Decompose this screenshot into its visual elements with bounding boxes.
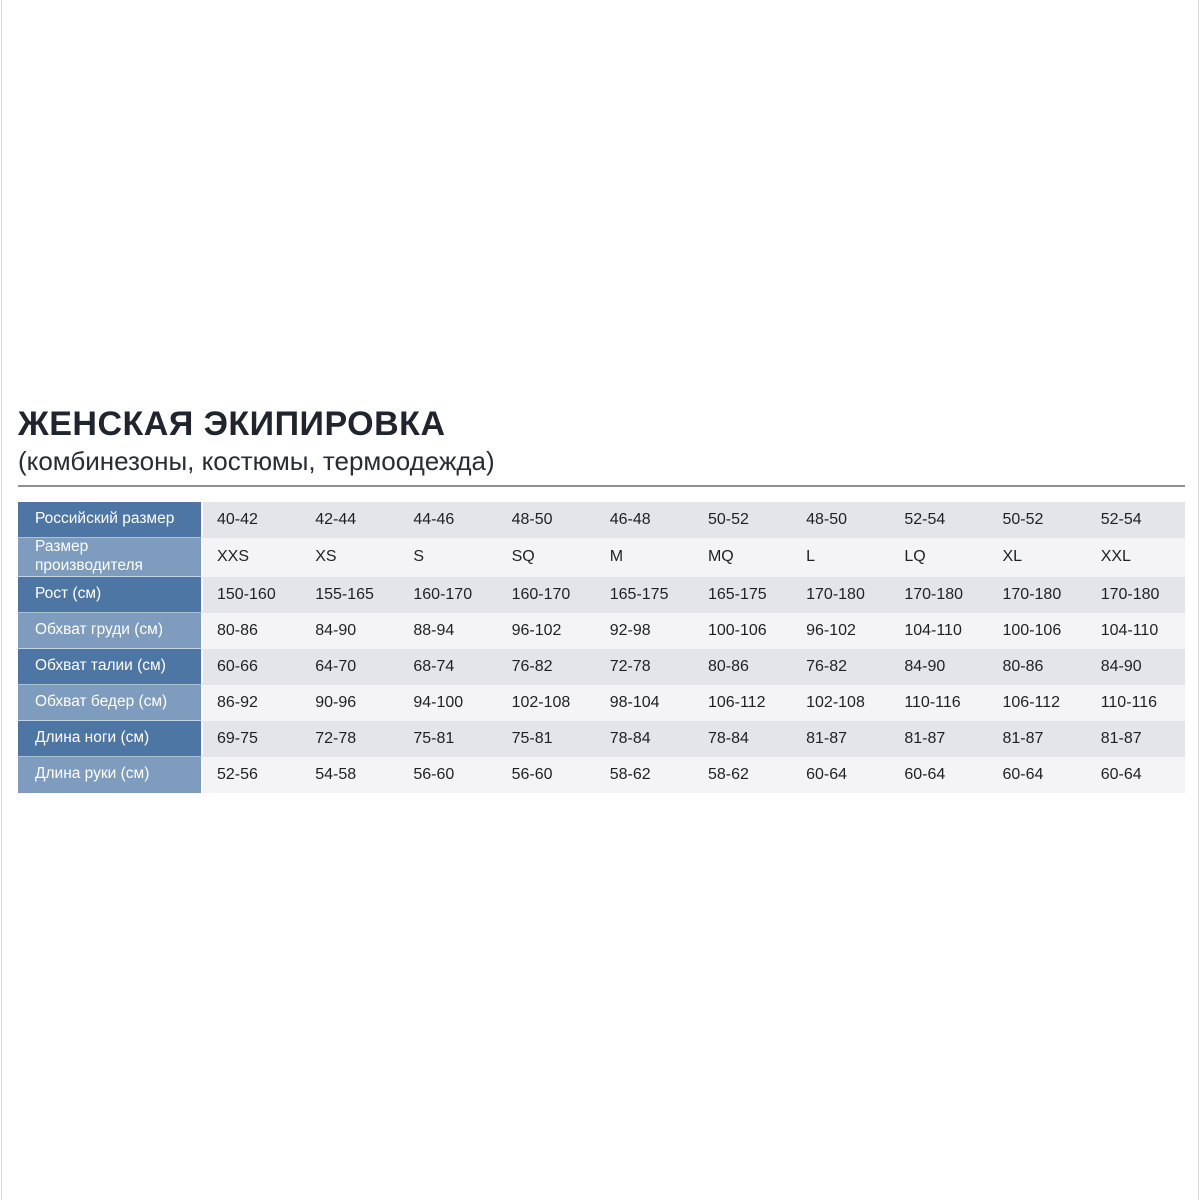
size-value-cell: 78-84 xyxy=(596,721,694,757)
size-value-cell: 96-102 xyxy=(498,613,596,649)
table-row xyxy=(18,538,1185,577)
size-value-cell: 110-116 xyxy=(1087,685,1185,721)
size-value-cell: 50-52 xyxy=(694,502,792,538)
table-row xyxy=(18,649,1185,685)
size-value-cell: 100-106 xyxy=(989,613,1087,649)
size-chart-section xyxy=(18,406,1185,793)
size-value-cell: 76-82 xyxy=(498,649,596,685)
table-row xyxy=(18,685,1185,721)
page-edge-line-right xyxy=(1198,0,1199,1200)
size-value-cell: XL xyxy=(989,538,1087,577)
table-row xyxy=(18,613,1185,649)
size-value-cell: M xyxy=(596,538,694,577)
size-value-cell: 170-180 xyxy=(792,577,890,613)
size-value-cell: 50-52 xyxy=(989,502,1087,538)
size-value-cell: 102-108 xyxy=(498,685,596,721)
size-value-cell: 60-64 xyxy=(890,757,988,793)
size-value-cell: 60-64 xyxy=(989,757,1087,793)
size-value-cell: 106-112 xyxy=(989,685,1087,721)
size-value-cell: 84-90 xyxy=(890,649,988,685)
size-value-cell: 78-84 xyxy=(694,721,792,757)
size-value-cell: 72-78 xyxy=(596,649,694,685)
size-value-cell: 54-58 xyxy=(301,757,399,793)
size-value-cell: 104-110 xyxy=(890,613,988,649)
size-value-cell: 94-100 xyxy=(399,685,497,721)
size-table xyxy=(18,502,1185,793)
size-value-cell: 170-180 xyxy=(890,577,988,613)
size-value-cell: 60-66 xyxy=(203,649,301,685)
size-value-cell: 58-62 xyxy=(694,757,792,793)
size-value-cell: 52-54 xyxy=(890,502,988,538)
size-value-cell: 90-96 xyxy=(301,685,399,721)
size-value-cell: 86-92 xyxy=(203,685,301,721)
row-label: Обхват талии (см) xyxy=(18,649,203,685)
size-value-cell: 88-94 xyxy=(399,613,497,649)
size-value-cell: 52-56 xyxy=(203,757,301,793)
size-value-cell: 72-78 xyxy=(301,721,399,757)
size-value-cell: 96-102 xyxy=(792,613,890,649)
size-value-cell: 104-110 xyxy=(1087,613,1185,649)
size-value-cell: 102-108 xyxy=(792,685,890,721)
size-value-cell: 81-87 xyxy=(792,721,890,757)
size-value-cell: 75-81 xyxy=(399,721,497,757)
size-value-cell: 98-104 xyxy=(596,685,694,721)
size-value-cell: 150-160 xyxy=(203,577,301,613)
table-row xyxy=(18,721,1185,757)
row-label: Длина ноги (см) xyxy=(18,721,203,757)
size-value-cell: 76-82 xyxy=(792,649,890,685)
table-row xyxy=(18,757,1185,793)
size-value-cell: XXL xyxy=(1087,538,1185,577)
size-value-cell: 60-64 xyxy=(792,757,890,793)
size-value-cell: 100-106 xyxy=(694,613,792,649)
size-value-cell: 92-98 xyxy=(596,613,694,649)
size-value-cell: 81-87 xyxy=(890,721,988,757)
page-edge-line-left xyxy=(1,0,2,1200)
size-value-cell: 165-175 xyxy=(596,577,694,613)
size-value-cell: 80-86 xyxy=(989,649,1087,685)
size-value-cell: 170-180 xyxy=(989,577,1087,613)
size-value-cell: L xyxy=(792,538,890,577)
size-value-cell: 58-62 xyxy=(596,757,694,793)
size-value-cell: 160-170 xyxy=(399,577,497,613)
size-value-cell: 84-90 xyxy=(1087,649,1185,685)
size-value-cell: 48-50 xyxy=(498,502,596,538)
size-value-cell: 48-50 xyxy=(792,502,890,538)
size-value-cell: 110-116 xyxy=(890,685,988,721)
table-row xyxy=(18,577,1185,613)
size-value-cell: S xyxy=(399,538,497,577)
row-label: Российский размер xyxy=(18,502,203,538)
size-value-cell: MQ xyxy=(694,538,792,577)
size-value-cell: 60-64 xyxy=(1087,757,1185,793)
size-value-cell: 40-42 xyxy=(203,502,301,538)
size-value-cell: 81-87 xyxy=(1087,721,1185,757)
page-title: ЖЕНСКАЯ ЭКИПИРОВКА xyxy=(18,405,446,443)
size-value-cell: 52-54 xyxy=(1087,502,1185,538)
size-value-cell: 42-44 xyxy=(301,502,399,538)
row-label: Обхват бедер (см) xyxy=(18,685,203,721)
size-value-cell: 165-175 xyxy=(694,577,792,613)
size-value-cell: 155-165 xyxy=(301,577,399,613)
row-label: Длина руки (см) xyxy=(18,757,203,793)
size-value-cell: 56-60 xyxy=(498,757,596,793)
size-value-cell: XXS xyxy=(203,538,301,577)
size-value-cell: 75-81 xyxy=(498,721,596,757)
size-value-cell: 80-86 xyxy=(203,613,301,649)
size-value-cell: 81-87 xyxy=(989,721,1087,757)
size-value-cell: 170-180 xyxy=(1087,577,1185,613)
size-value-cell: LQ xyxy=(890,538,988,577)
title-divider xyxy=(18,485,1185,487)
size-value-cell: 56-60 xyxy=(399,757,497,793)
size-value-cell: SQ xyxy=(498,538,596,577)
size-value-cell: 68-74 xyxy=(399,649,497,685)
row-label: Рост (см) xyxy=(18,577,203,613)
size-value-cell: 69-75 xyxy=(203,721,301,757)
page-subtitle: (комбинезоны, костюмы, термоодежда) xyxy=(18,446,495,476)
size-value-cell: 160-170 xyxy=(498,577,596,613)
size-value-cell: 80-86 xyxy=(694,649,792,685)
size-value-cell: 106-112 xyxy=(694,685,792,721)
row-label: Обхват груди (см) xyxy=(18,613,203,649)
size-value-cell: 84-90 xyxy=(301,613,399,649)
row-label: Размер производителя xyxy=(18,538,203,577)
size-value-cell: 44-46 xyxy=(399,502,497,538)
table-row xyxy=(18,502,1185,538)
size-value-cell: 64-70 xyxy=(301,649,399,685)
size-value-cell: 46-48 xyxy=(596,502,694,538)
size-table-body xyxy=(18,502,1185,793)
size-value-cell: XS xyxy=(301,538,399,577)
